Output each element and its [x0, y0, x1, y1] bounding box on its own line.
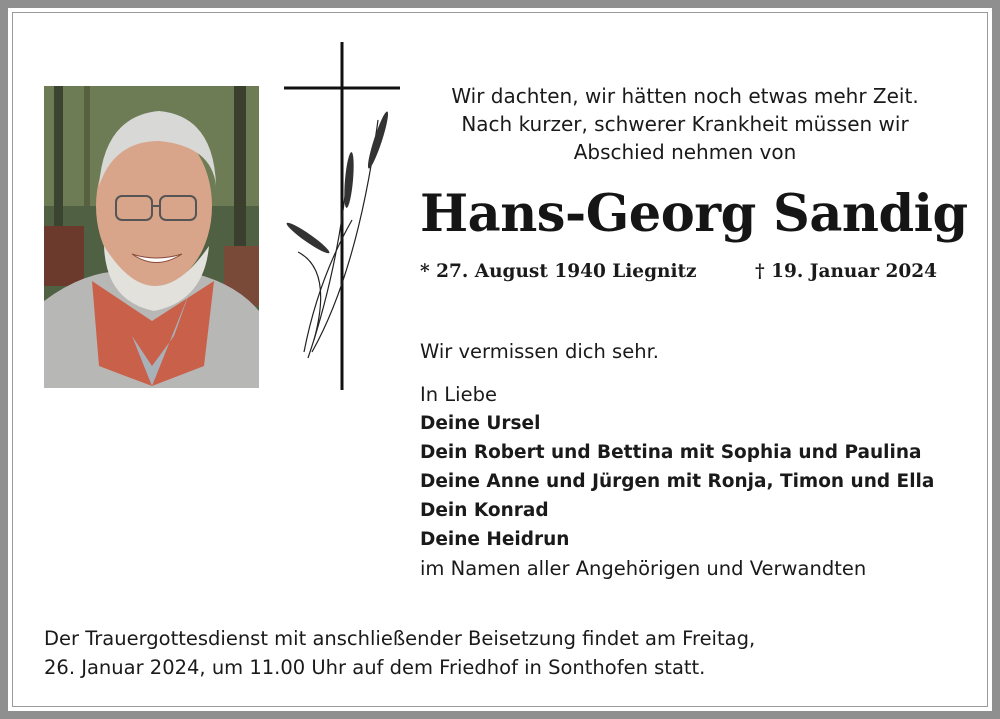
family-member: Deine Heidrun [420, 529, 570, 550]
service-notice [44, 624, 755, 682]
death-date: † 19. Januar 2024 [755, 261, 938, 282]
family-member: Deine Anne und Jürgen mit Ronja, Timon und Ella [420, 471, 935, 492]
portrait-photo [44, 86, 259, 388]
family-closing: im Namen aller Angehörigen und Verwandten [420, 557, 867, 580]
family-member: Dein Robert und Bettina mit Sophia und Paulina [420, 442, 922, 463]
family-member: Deine Ursel [420, 413, 541, 434]
family-member: Dein Konrad [420, 500, 549, 521]
intro-line: Abschied nehmen von [573, 140, 797, 164]
service-line: 26. Januar 2024, um 11.00 Uhr auf dem Friedhof in Sonthofen statt. [44, 656, 706, 679]
family-signature [420, 380, 934, 583]
cross-with-wheat-icon [278, 40, 408, 396]
intro-line: Nach kurzer, schwerer Krankheit müssen wir [461, 112, 909, 136]
life-dates [420, 258, 938, 286]
deceased-name: Hans-Georg Sandig [420, 184, 968, 244]
intro-text [420, 82, 950, 166]
family-intro: In Liebe [420, 383, 497, 406]
intro-line: Wir dachten, wir hätten noch etwas mehr Zeit. [451, 84, 919, 108]
service-line: Der Trauergottesdienst mit anschließender Beisetzung findet am Freitag, [44, 627, 756, 650]
farewell-message: Wir vermissen dich sehr. [420, 340, 659, 363]
birth-date: * 27. August 1940 Liegnitz [420, 261, 697, 282]
